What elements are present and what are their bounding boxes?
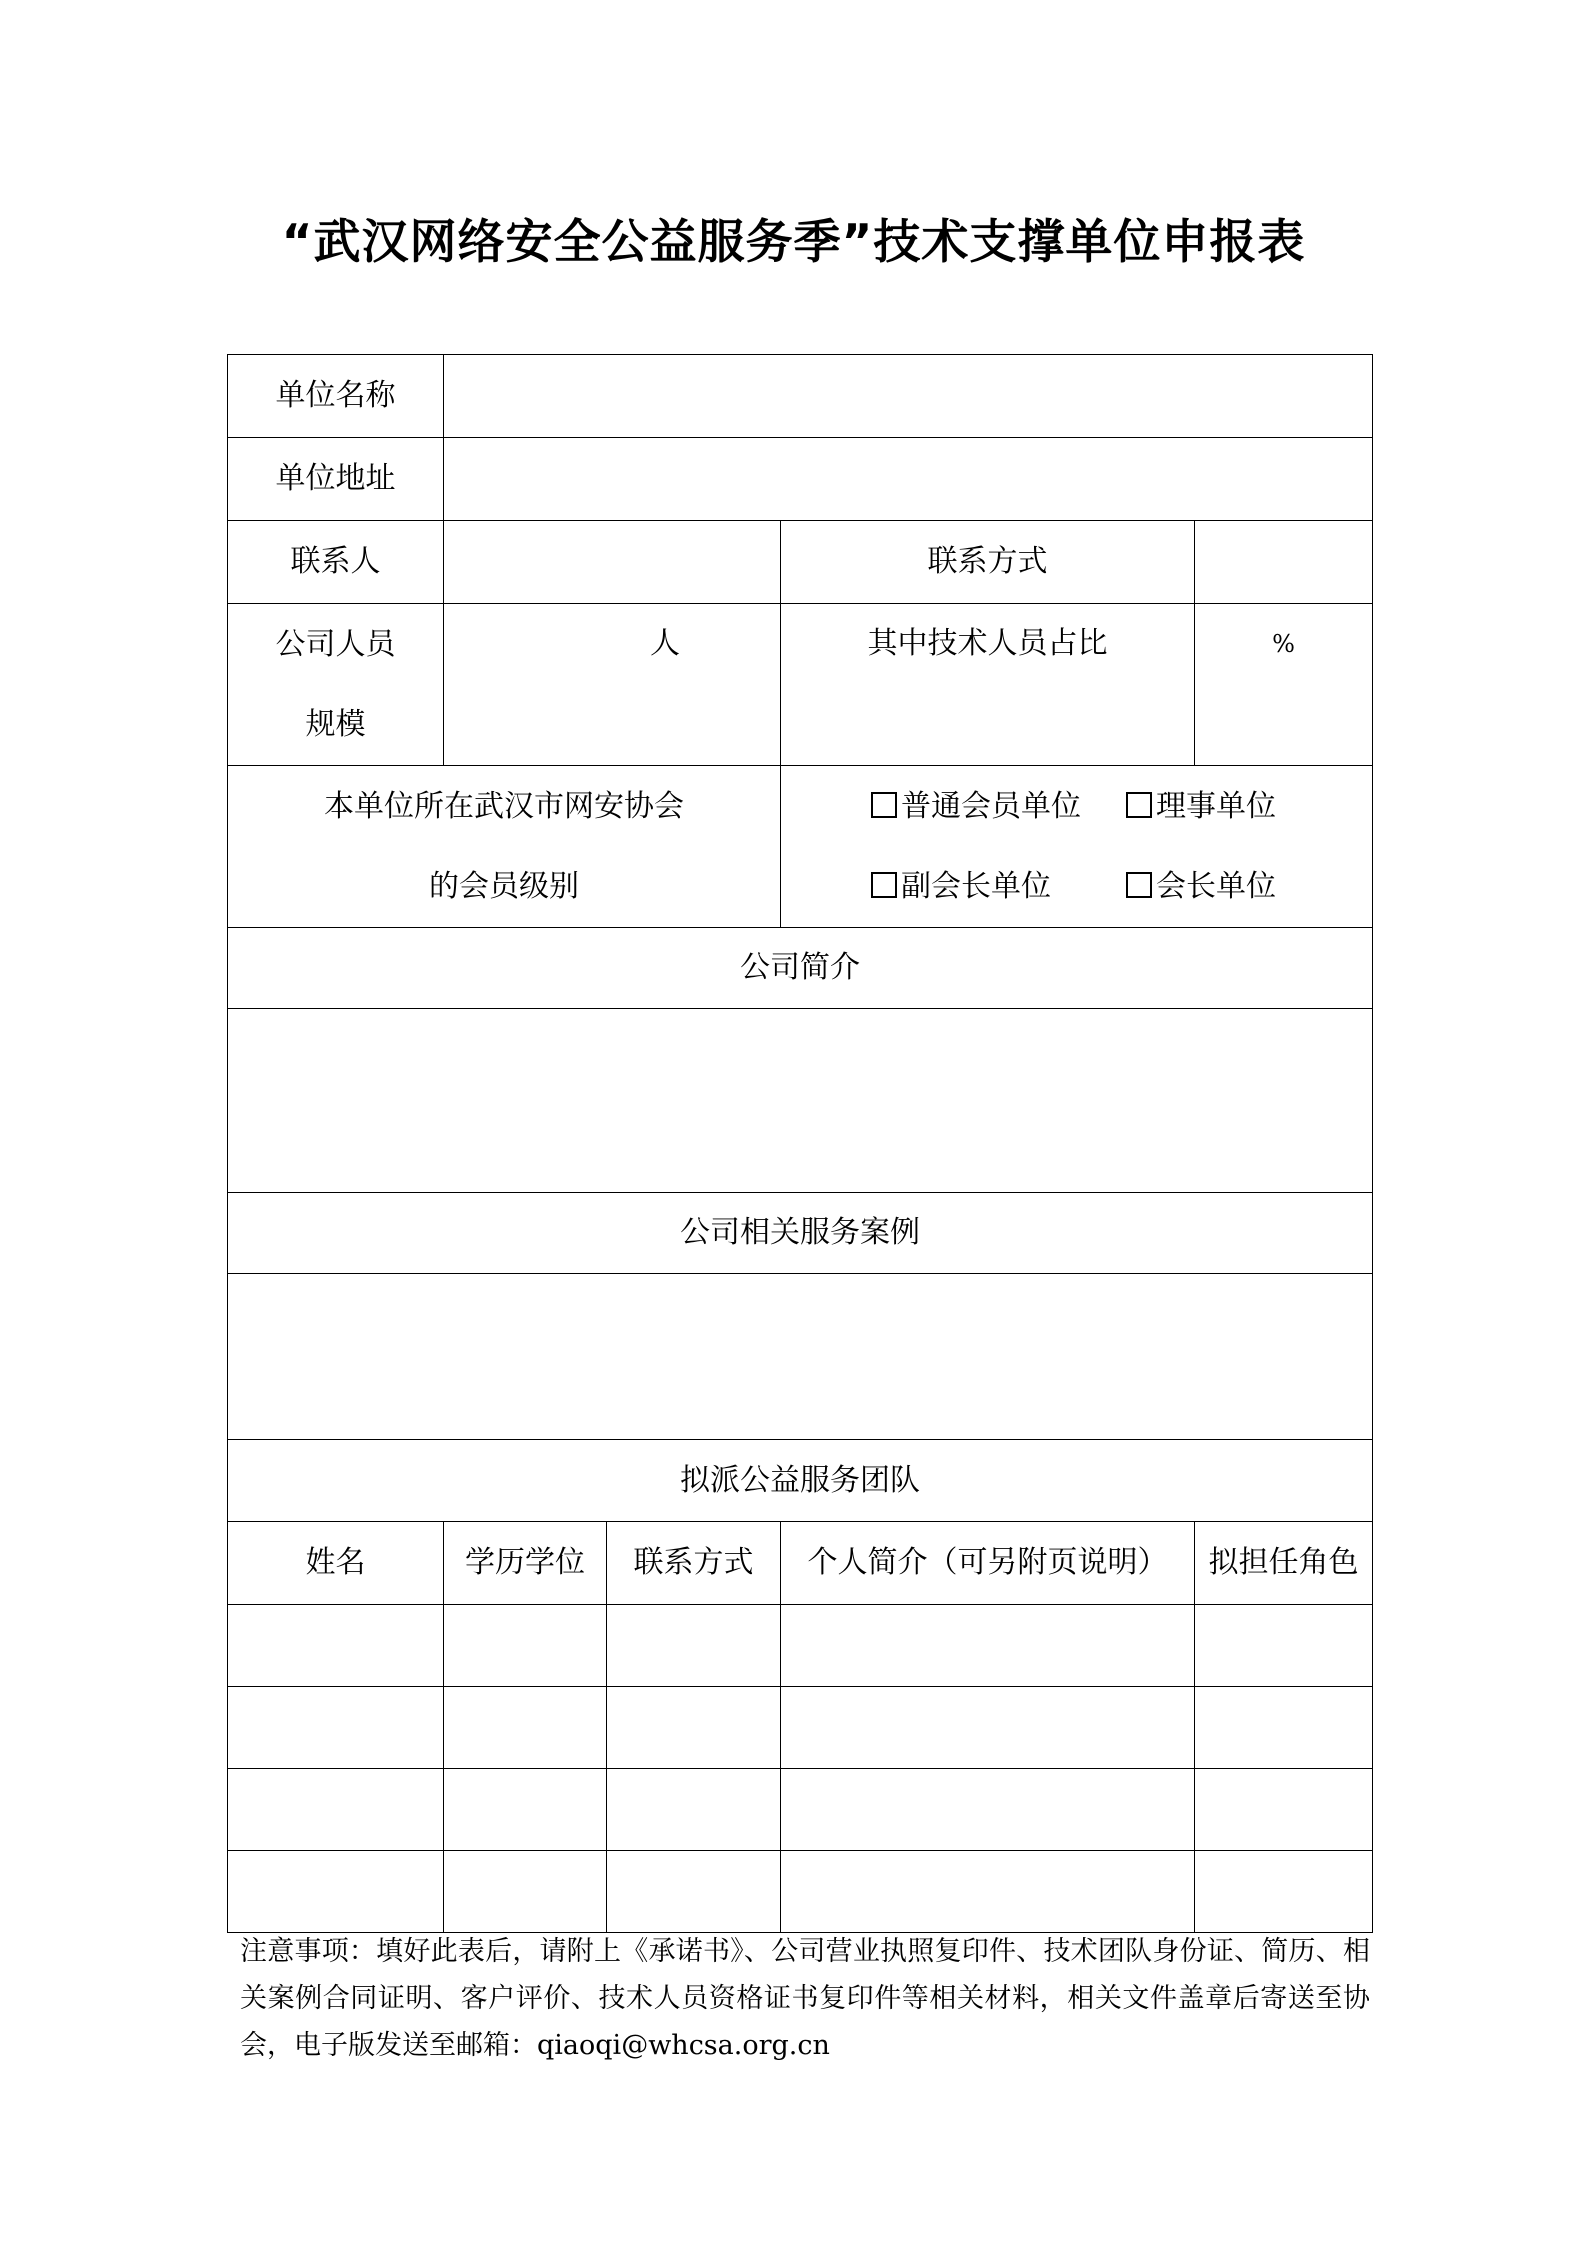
team-cell[interactable] (1195, 1605, 1373, 1687)
checkbox-icon[interactable] (871, 872, 897, 898)
form-title: “武汉网络安全公益服务季”技术支撑单位申报表 (281, 215, 1306, 270)
service-cases-header: 公司相关服务案例 (228, 1193, 1373, 1274)
application-form-table (227, 354, 1373, 1933)
team-cell[interactable] (781, 1605, 1195, 1687)
option-ordinary-member[interactable]: 普通会员单位 (871, 767, 1126, 847)
service-cases-field[interactable] (228, 1274, 1373, 1440)
team-cell[interactable] (1195, 1851, 1373, 1933)
team-cell[interactable] (228, 1687, 444, 1769)
table-row (228, 1687, 1373, 1769)
table-row (228, 1851, 1373, 1933)
checkbox-icon[interactable] (1126, 872, 1152, 898)
team-cell[interactable] (1195, 1687, 1373, 1769)
company-intro-field[interactable] (228, 1009, 1373, 1193)
team-cell[interactable] (607, 1769, 781, 1851)
team-cell[interactable] (228, 1851, 444, 1933)
team-cell[interactable] (444, 1605, 607, 1687)
tech-ratio-label (781, 604, 1195, 766)
table-row (228, 1605, 1373, 1687)
team-col-role: 拟担任角色 (1195, 1522, 1373, 1605)
company-intro-header: 公司简介 (228, 928, 1373, 1009)
team-cell[interactable] (444, 1851, 607, 1933)
option-vice-president[interactable]: 副会长单位 (871, 847, 1126, 927)
team-cell[interactable] (444, 1687, 607, 1769)
tech-ratio-label-text: 其中技术人员占比 (867, 626, 1108, 661)
contact-method-label: 联系方式 (781, 521, 1195, 604)
tech-ratio-unit: % (1272, 630, 1295, 658)
team-col-bio: 个人简介（可另附页说明） (781, 1522, 1195, 1605)
membership-label (228, 766, 781, 928)
team-cell[interactable] (607, 1687, 781, 1769)
team-cell[interactable] (781, 1769, 1195, 1851)
checkbox-icon[interactable] (1126, 792, 1152, 818)
team-cell[interactable] (781, 1851, 1195, 1933)
notice-text: 注意事项：填好此表后，请附上《承诺书》、公司营业执照复印件、技术团队身份证、简历、相关案例合同证明、客户评价、技术人员资格证书复印件等相关材料，相关文件盖章后寄送至协会，电子版发送至邮箱：qiaoqi@whcsa.org.cn (240, 1936, 1370, 2061)
table-row (228, 1769, 1373, 1851)
team-header: 拟派公益服务团队 (228, 1440, 1373, 1522)
unit-name-label: 单位名称 (228, 355, 444, 438)
staff-scale-label-line1: 公司人员 (275, 626, 396, 662)
team-cell[interactable] (607, 1605, 781, 1687)
staff-scale-label (228, 604, 444, 766)
staff-unit: 人 (650, 626, 680, 661)
option-president[interactable]: 会长单位 (1126, 847, 1276, 927)
team-col-contact: 联系方式 (607, 1522, 781, 1605)
team-cell[interactable] (607, 1851, 781, 1933)
team-cell[interactable] (444, 1769, 607, 1851)
unit-name-field[interactable] (444, 355, 1373, 438)
checkbox-icon[interactable] (871, 792, 897, 818)
unit-address-field[interactable] (444, 438, 1373, 521)
membership-options (781, 766, 1373, 928)
contact-person-field[interactable] (444, 521, 781, 604)
contact-person-label: 联系人 (228, 521, 444, 604)
team-col-education: 学历学位 (444, 1522, 607, 1605)
staff-scale-field[interactable] (444, 604, 781, 766)
staff-scale-label-line2: 规模 (305, 706, 366, 742)
membership-label-line1: 本单位所在武汉市网安协会 (324, 788, 684, 824)
tech-ratio-field[interactable] (1195, 604, 1373, 766)
team-col-name: 姓名 (228, 1522, 444, 1605)
team-cell[interactable] (228, 1769, 444, 1851)
team-cell[interactable] (1195, 1769, 1373, 1851)
team-cell[interactable] (228, 1605, 444, 1687)
unit-address-label: 单位地址 (228, 438, 444, 521)
team-cell[interactable] (781, 1687, 1195, 1769)
contact-method-field[interactable] (1195, 521, 1373, 604)
membership-label-line2: 的会员级别 (429, 868, 579, 904)
option-council-member[interactable]: 理事单位 (1126, 767, 1276, 847)
